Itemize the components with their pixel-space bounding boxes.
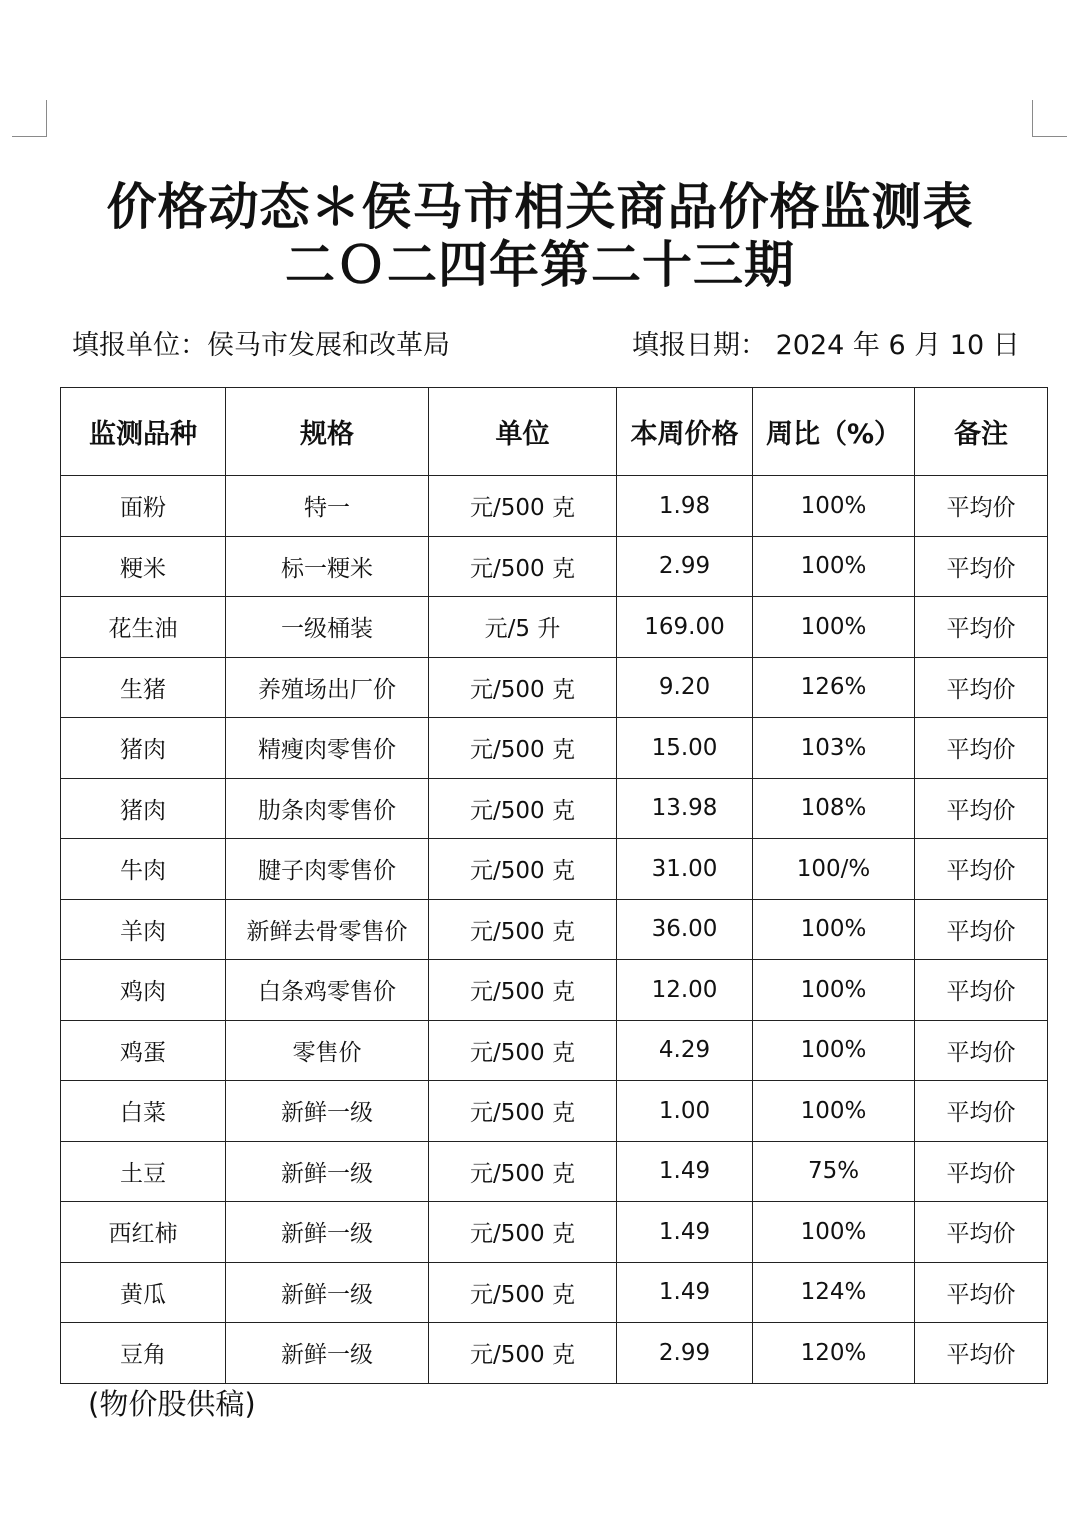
- cell-spec: 肋条肉零售价: [226, 778, 429, 839]
- cell-spec: 新鲜一级: [226, 1141, 429, 1202]
- cell-week-ratio: 100%: [753, 960, 915, 1021]
- cell-week-ratio: 100%: [753, 597, 915, 658]
- document-title: 价格动态＊侯马市相关商品价格监测表: [106, 178, 974, 236]
- cell-item: 生猪: [61, 657, 226, 718]
- cell-remark: 平均价: [915, 718, 1048, 779]
- cell-unit: 元/500 克: [429, 1202, 617, 1263]
- cell-remark: 平均价: [915, 1323, 1048, 1384]
- cell-remark: 平均价: [915, 1081, 1048, 1142]
- cell-unit: 元/500 克: [429, 1262, 617, 1323]
- table-row: [61, 839, 1048, 900]
- cell-price: 31.00: [617, 839, 753, 900]
- cell-item: 白菜: [61, 1081, 226, 1142]
- cell-spec: 新鲜一级: [226, 1323, 429, 1384]
- cell-week-ratio: 100%: [753, 1020, 915, 1081]
- header-week-ratio: 周比（%）: [753, 388, 915, 476]
- cell-week-ratio: 120%: [753, 1323, 915, 1384]
- cell-item: 鸡肉: [61, 960, 226, 1021]
- table-row: [61, 536, 1048, 597]
- cell-item: 面粉: [61, 476, 226, 537]
- cell-week-ratio: 126%: [753, 657, 915, 718]
- cell-spec: 一级桶装: [226, 597, 429, 658]
- page-corner-mark-top-left: [12, 100, 47, 137]
- cell-item: 羊肉: [61, 899, 226, 960]
- table-row: [61, 597, 1048, 658]
- cell-week-ratio: 124%: [753, 1262, 915, 1323]
- cell-remark: 平均价: [915, 899, 1048, 960]
- cell-remark: 平均价: [915, 1141, 1048, 1202]
- document-issue: 二Ｏ二四年第二十三期: [285, 236, 795, 294]
- cell-price: 169.00: [617, 597, 753, 658]
- cell-price: 1.98: [617, 476, 753, 537]
- table-row: [61, 899, 1048, 960]
- table-row: [61, 1323, 1048, 1384]
- cell-unit: 元/500 克: [429, 1081, 617, 1142]
- table-row: [61, 657, 1048, 718]
- cell-unit: 元/500 克: [429, 1020, 617, 1081]
- reporting-date: 填报日期： 2024 年 6 月 10 日: [632, 330, 1020, 361]
- cell-remark: 平均价: [915, 657, 1048, 718]
- cell-price: 1.49: [617, 1202, 753, 1263]
- cell-item: 黄瓜: [61, 1262, 226, 1323]
- cell-unit: 元/500 克: [429, 839, 617, 900]
- cell-price: 1.49: [617, 1262, 753, 1323]
- cell-unit: 元/500 克: [429, 1323, 617, 1384]
- cell-remark: 平均价: [915, 476, 1048, 537]
- table-row: [61, 1262, 1048, 1323]
- cell-price: 4.29: [617, 1020, 753, 1081]
- cell-unit: 元/500 克: [429, 1141, 617, 1202]
- reporting-unit: 填报单位：侯马市发展和改革局: [72, 330, 450, 361]
- cell-remark: 平均价: [915, 960, 1048, 1021]
- cell-unit: 元/500 克: [429, 476, 617, 537]
- cell-week-ratio: 100%: [753, 899, 915, 960]
- cell-price: 1.00: [617, 1081, 753, 1142]
- cell-remark: 平均价: [915, 536, 1048, 597]
- header-spec: 规格: [226, 388, 429, 476]
- cell-week-ratio: 100/%: [753, 839, 915, 900]
- table-row: [61, 476, 1048, 537]
- footer-credit: (物价股供稿): [88, 1387, 256, 1421]
- cell-spec: 养殖场出厂价: [226, 657, 429, 718]
- cell-spec: 标一粳米: [226, 536, 429, 597]
- cell-price: 15.00: [617, 718, 753, 779]
- table-row: [61, 778, 1048, 839]
- cell-week-ratio: 103%: [753, 718, 915, 779]
- cell-price: 36.00: [617, 899, 753, 960]
- cell-unit: 元/500 克: [429, 718, 617, 779]
- cell-unit: 元/500 克: [429, 657, 617, 718]
- cell-week-ratio: 100%: [753, 536, 915, 597]
- cell-week-ratio: 100%: [753, 476, 915, 537]
- cell-week-ratio: 100%: [753, 1081, 915, 1142]
- price-table: [60, 387, 1048, 1384]
- cell-week-ratio: 75%: [753, 1141, 915, 1202]
- header-remark: 备注: [915, 388, 1048, 476]
- cell-unit: 元/5 升: [429, 597, 617, 658]
- cell-price: 9.20: [617, 657, 753, 718]
- cell-unit: 元/500 克: [429, 899, 617, 960]
- table-header-row: [61, 388, 1048, 476]
- cell-spec: 零售价: [226, 1020, 429, 1081]
- cell-remark: 平均价: [915, 839, 1048, 900]
- cell-spec: 腱子肉零售价: [226, 839, 429, 900]
- page-corner-mark-top-right: [1032, 100, 1067, 137]
- table-row: [61, 1202, 1048, 1263]
- cell-item: 土豆: [61, 1141, 226, 1202]
- cell-spec: 新鲜一级: [226, 1262, 429, 1323]
- cell-price: 2.99: [617, 1323, 753, 1384]
- cell-unit: 元/500 克: [429, 960, 617, 1021]
- header-item: 监测品种: [61, 388, 226, 476]
- cell-item: 西红柿: [61, 1202, 226, 1263]
- cell-item: 豆角: [61, 1323, 226, 1384]
- cell-remark: 平均价: [915, 778, 1048, 839]
- table-row: [61, 1020, 1048, 1081]
- cell-remark: 平均价: [915, 597, 1048, 658]
- table-row: [61, 718, 1048, 779]
- cell-spec: 新鲜一级: [226, 1081, 429, 1142]
- header-unit: 单位: [429, 388, 617, 476]
- cell-unit: 元/500 克: [429, 536, 617, 597]
- cell-price: 13.98: [617, 778, 753, 839]
- cell-spec: 精瘦肉零售价: [226, 718, 429, 779]
- cell-item: 花生油: [61, 597, 226, 658]
- header-price: 本周价格: [617, 388, 753, 476]
- cell-price: 12.00: [617, 960, 753, 1021]
- cell-spec: 特一: [226, 476, 429, 537]
- cell-spec: 白条鸡零售价: [226, 960, 429, 1021]
- cell-item: 牛肉: [61, 839, 226, 900]
- table-row: [61, 960, 1048, 1021]
- cell-item: 粳米: [61, 536, 226, 597]
- cell-week-ratio: 108%: [753, 778, 915, 839]
- table-body: [61, 476, 1048, 1384]
- cell-unit: 元/500 克: [429, 778, 617, 839]
- table-row: [61, 1141, 1048, 1202]
- cell-spec: 新鲜一级: [226, 1202, 429, 1263]
- cell-price: 1.49: [617, 1141, 753, 1202]
- cell-remark: 平均价: [915, 1020, 1048, 1081]
- cell-remark: 平均价: [915, 1202, 1048, 1263]
- cell-item: 猪肉: [61, 718, 226, 779]
- cell-spec: 新鲜去骨零售价: [226, 899, 429, 960]
- cell-item: 猪肉: [61, 778, 226, 839]
- table-row: [61, 1081, 1048, 1142]
- cell-week-ratio: 100%: [753, 1202, 915, 1263]
- cell-remark: 平均价: [915, 1262, 1048, 1323]
- cell-price: 2.99: [617, 536, 753, 597]
- cell-item: 鸡蛋: [61, 1020, 226, 1081]
